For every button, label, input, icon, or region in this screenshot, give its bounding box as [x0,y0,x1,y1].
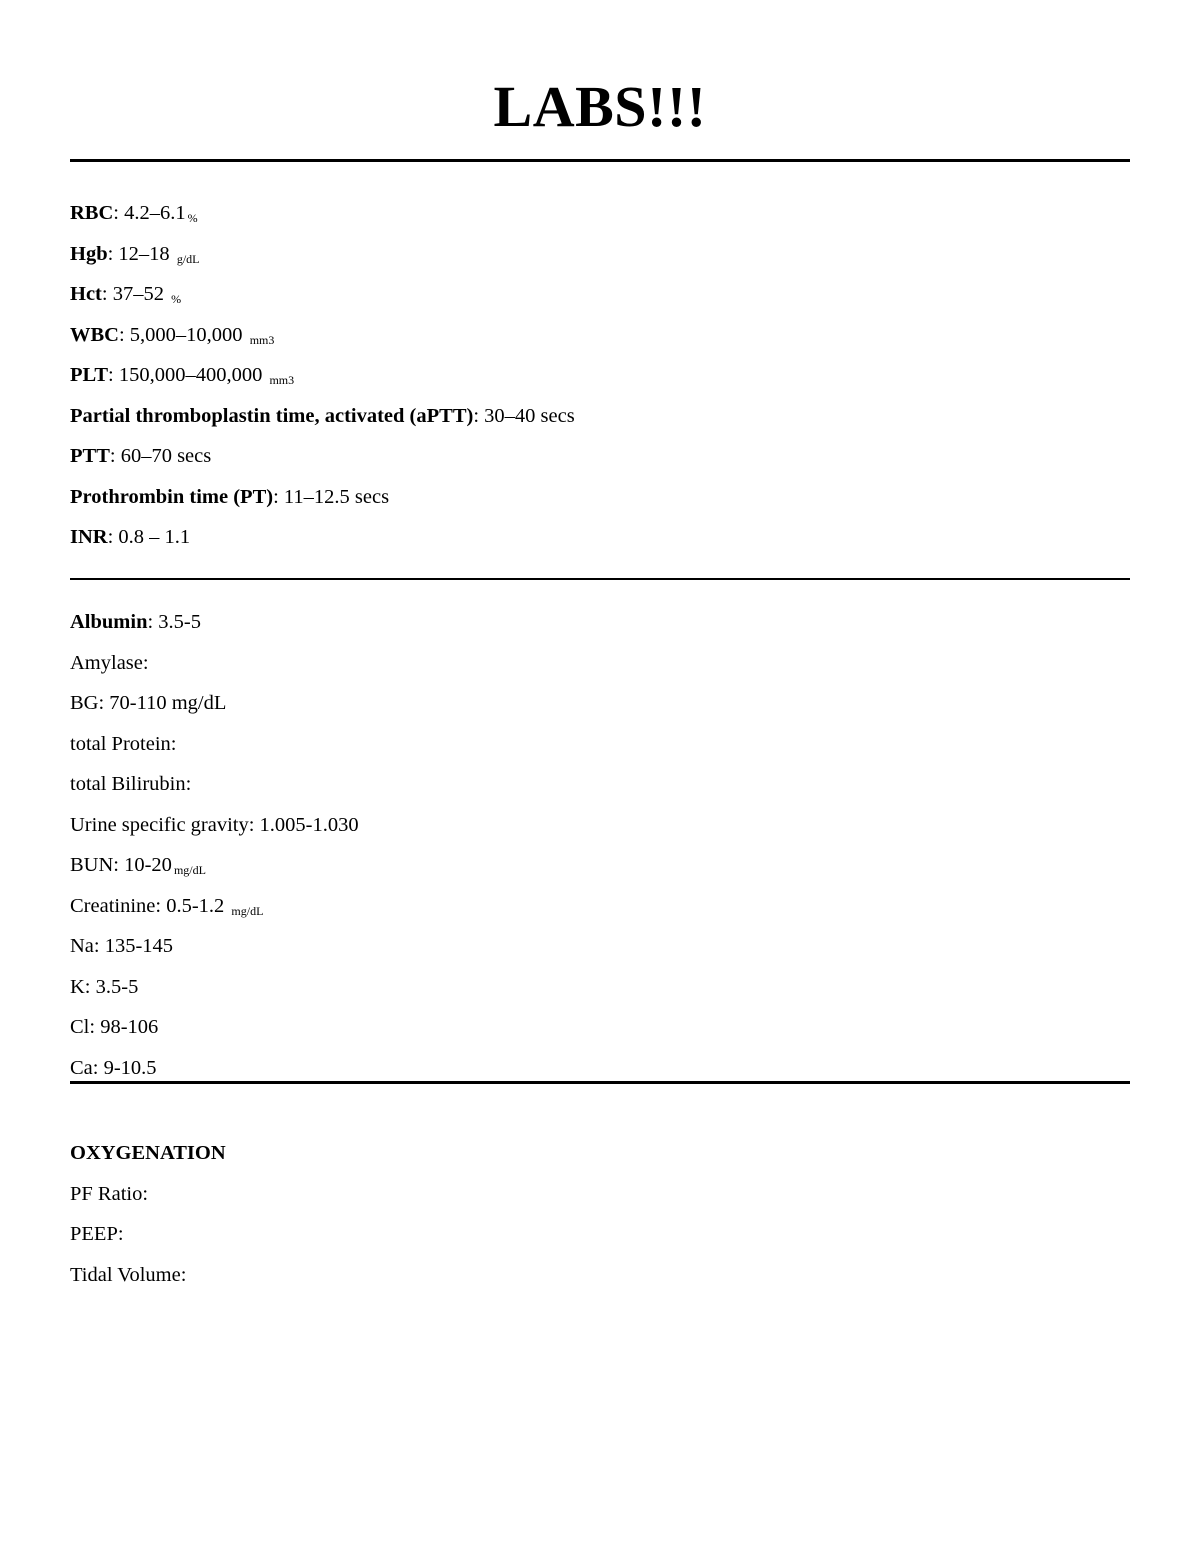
lab-value: : 5,000–10,000 [118,323,248,346]
oxygenation-item: PEEP: [70,1223,124,1245]
oxygenation-item: Tidal Volume: [70,1263,187,1286]
lab-unit: % [171,292,182,306]
oxygenation-heading: OXYGENATION [70,1142,226,1164]
lab-row [70,886,1130,927]
lab-row [70,683,1130,724]
lab-label: Hct [70,283,102,305]
lab-row [70,724,1130,765]
lab-value: total Bilirubin: [70,773,192,795]
lab-value: : 4.2–6.1 [113,202,186,224]
lab-row [70,396,1130,437]
lab-row [70,355,1130,396]
lab-label: Prothrombin time (PT) [70,485,274,508]
lab-row [70,967,1130,1008]
lab-row [70,805,1130,846]
lab-value: total Protein: [70,732,177,755]
lab-row [70,602,1130,643]
section-divider [70,578,1130,580]
lab-value: : 11–12.5 secs [273,485,390,508]
lab-unit: mg/dL [231,903,264,918]
lab-label: PLT [70,364,108,386]
lab-value: BG: 70-110 mg/dL [70,692,227,714]
lab-unit: mm3 [269,373,295,387]
lab-row [70,274,1130,315]
section-divider-2 [70,1081,1130,1084]
lab-value: : 30–40 secs [473,404,575,427]
lab-label: Albumin [70,611,148,633]
lab-row [70,926,1130,967]
chemistry-section [70,602,1130,1088]
title-divider [70,159,1130,162]
lab-value: Ca: 9-10.5 [70,1056,157,1079]
lab-row [70,234,1130,275]
document-page [70,0,1130,1286]
lab-row [70,643,1130,684]
lab-row [70,845,1130,886]
oxygenation-item: PF Ratio: [70,1182,149,1205]
lab-row [70,315,1130,356]
lab-row [70,193,1130,234]
lab-label: INR [70,526,108,548]
lab-value: : 150,000–400,000 [108,364,268,386]
lab-value: Na: 135-145 [70,935,174,957]
lab-row [70,517,1130,558]
lab-value: : 37–52 [101,283,170,305]
lab-value: : 0.8 – 1.1 [107,526,191,548]
lab-row [70,764,1130,805]
lab-label: Partial thromboplastin time, activated (aPTT) [70,404,474,427]
lab-value: K: 3.5-5 [70,975,139,998]
lab-value: : 3.5-5 [147,611,202,633]
lab-unit: mg/dL [173,863,206,877]
lab-value: : 60–70 secs [109,445,212,467]
lab-unit: g/dL [176,251,200,266]
lab-value: Amylase: [70,651,149,674]
lab-value: Urine specific gravity: 1.005-1.030 [70,813,359,836]
lab-value: Cl: 98-106 [70,1016,159,1038]
lab-row [70,436,1130,477]
lab-label: WBC [70,323,119,346]
lab-label: RBC [70,202,114,224]
lab-label: PTT [70,445,110,467]
lab-value: Creatinine: 0.5-1.2 [70,894,230,917]
lab-value: : 12–18 [107,242,175,265]
lab-unit: mm3 [249,332,275,347]
lab-unit: % [187,211,198,225]
oxygenation-section [70,1133,1130,1295]
lab-label: Hgb [70,242,108,265]
page-title: LABS!!! [493,74,707,139]
lab-value: BUN: 10-20 [70,854,172,876]
hematology-section [70,193,1130,558]
lab-row [70,477,1130,518]
lab-row [70,1007,1130,1048]
